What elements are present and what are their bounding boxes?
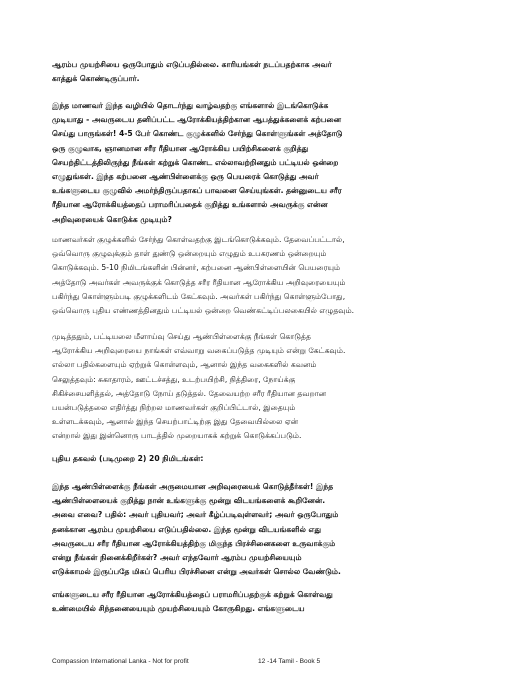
- text-line: காத்துக் கொண்டிருப்பார்.: [52, 74, 140, 84]
- paragraph-p3: [52, 233, 482, 318]
- text-line: ஆண்பிள்ளையைக் குறித்து நான் உங்களுக்கு மூன்று விடயங்களைக் கூறினேன்.: [52, 496, 326, 506]
- text-line: செயற்திட்டத்திலிருந்து நீங்கள் கற்றுக் கொண்ட எல்லாவற்றினதும் பட்டியல் ஒன்றை: [52, 157, 339, 167]
- text-line: அவை எவை? பதில்: அவர் புதியவர்; அவர் கீழ்ப்படிவுள்ளவர்; அவர் ஒருபோதும்: [52, 510, 339, 520]
- text-line: அறிவுரையைக் கொடுக்க முடியும்?: [52, 214, 172, 224]
- text-line: அவருடைய சரீர ரீதியான ஆரோக்கியத்திற்கு மிகுந்த பிரச்சினைகளை உருவாக்கும்: [52, 538, 336, 548]
- text-line: ஒரு குழுவாக, ஞானமான சரீர ரீதியான ஆரோக்கிய பயிற்சிகளைக் குறித்து: [52, 143, 309, 153]
- text-line: ஆரோக்கிய அறிவுரையை நாங்கள் எவ்வாறு வகைப்படுத்த முடியும் என்று கேட்கவும்.: [52, 346, 346, 356]
- text-line: செலுத்தவும்: சுகாதாரம், ஊட்டச்சத்து, உடற்பயிற்சி, நித்திரை, நோய்க்கு: [52, 374, 296, 384]
- text-line: தனக்கான ஆரம்ப முயற்சியை எடுப்பதில்லை. இந்த மூன்று விடயங்களில் எது: [52, 524, 322, 534]
- text-line: ஒவ்வொரு குழுவுக்கும் தாள் துண்டு ஒன்றையும் எழுதும் உபகரணம் ஒன்றையும்: [52, 249, 327, 259]
- text-line: ரீதியான ஆரோக்கியத்தைப் பராமரிப்பதைக் குறித்து உங்களால் அவருக்கு என்ன: [52, 200, 328, 210]
- text-line: உள்ளடக்கவும், ஆனால் இந்த செயற்பாட்டிற்கு இது தேவையில்லை ஏன்: [52, 417, 299, 427]
- text-line: சிகிச்சையளித்தல், அத்தோடு நோய் தடுத்தல். தேவையற்ற சரீர ரீதியான தவறான: [52, 388, 327, 398]
- paragraph-p5: [52, 452, 482, 466]
- text-line: செய்து பாருங்கள்! 4-5 பேர் கொண்ட குழுக்களில் சேர்ந்து கொள்ளுங்கள் அத்தோடு: [52, 129, 343, 139]
- paragraph-p7: [52, 588, 482, 616]
- text-line: எல்லா பதில்களையும் ஏற்றுக் கொள்ளவும், ஆனால் இந்த வகைகளில் கவனம்: [52, 360, 317, 370]
- text-line: கொடுக்கவும். 5-10 நிமிடங்களின் பின்னர், கற்பனை ஆண்பிள்ளையின் பெயரையும்: [52, 263, 341, 273]
- text-line: உங்களுடைய குழுவில் அமர்ந்திருப்பதாகப் பாவனை செய்யுங்கள். தன்னுடைய சரீர: [52, 186, 342, 196]
- paragraph-p4: [52, 330, 482, 444]
- paragraph-p2: [52, 99, 482, 227]
- paragraph-p1: [52, 58, 482, 86]
- text-line: அத்தோடு அவர்கள் அவருக்குக் கொடுத்த சரீர ரீதியான ஆரோக்கிய அறிவுரையையும்: [52, 277, 346, 287]
- text-line: எழுதுங்கள். இந்த கற்பனை ஆண்பிள்ளைக்கு ஒரு பெயரைக் கொடுத்து அவர்: [52, 172, 319, 182]
- text-line: எடுக்காமல் இருப்பதே மிகப் பெரிய பிரச்சினை என்று அவர்கள் சொல்ல வேண்டும்.: [52, 567, 341, 577]
- text-line: முடியாது - அவருடைய தனிப்பட்ட ஆரோக்கியத்திற்கான ஆபத்துக்களைக் கற்பனை: [52, 115, 342, 125]
- text-line: இந்த ஆண்பிள்ளைக்கு நீங்கள் அருமையான அறிவுரையைக் கொடுத்தீர்கள்! இந்த: [52, 482, 334, 491]
- text-line: பகிர்ந்து கொள்ளும்படி குழுக்களிடம் கேட்கவும். அவர்கள் பகிர்ந்து கொள்ளும்போது,: [52, 291, 346, 301]
- text-line: ஒவ்வொரு புதிய எண்ணத்தினதும் பட்டியல் ஒன்றை வெண்கட்டிப்பலகையில் எழுதவும்.: [52, 306, 355, 316]
- text-line: முடித்ததும், பட்டியலை மீளாய்வு செய்து ஆண்பிள்ளைக்கு நீங்கள் கொடுத்த: [52, 332, 311, 341]
- text-line: ஆரம்ப முயற்சியை ஒருபோதும் எடுப்பதில்லை. காரியங்கள் நடப்பதற்காக அவர்: [52, 60, 332, 69]
- text-line: பயன்படுத்தலை எதிர்த்து நிற்றல மாணவர்கள் குறிப்பிட்டால், இதையும்: [52, 403, 296, 413]
- footer-center: 12 -14 Tamil - Book 5: [258, 658, 321, 665]
- text-line: உண்மையில் சிந்தனையையும் முயற்சியையும் கோருகிறது. எங்களுடைய: [52, 604, 305, 614]
- footer-left: Compassion International Lanka - Not for profit: [52, 658, 189, 665]
- text-line: மாணவர்கள் குழுக்களில் சேர்ந்து கொள்வதற்கு இடங்கொடுக்கவும். தேவைப்பட்டால்,: [52, 235, 345, 244]
- paragraph-p6: [52, 480, 482, 579]
- text-line: புதிய தகவல் (படிமுறை 2) 20 நிமிடங்கள்:: [52, 454, 204, 463]
- text-line: என்றால் இது இன்னொரு பாடத்தில் முறையாகக் கற்றுக் கொடுக்கப்படும்.: [52, 431, 302, 441]
- text-line: என்று நீங்கள் நினைக்கிறீர்கள்? அவர் எந்தவோர் ஆரம்ப முயற்சியையும்: [52, 553, 302, 563]
- text-line: இந்த மாணவர் இந்த வழியில் தொடர்ந்து வாழ்வதற்கு எங்களால் இடங்கொடுக்க: [52, 101, 329, 110]
- text-line: எங்களுடைய சரீர ரீதியான ஆரோக்கியத்தைப் பராமரிப்பதற்குக் கற்றுக் கொள்வது: [52, 590, 333, 599]
